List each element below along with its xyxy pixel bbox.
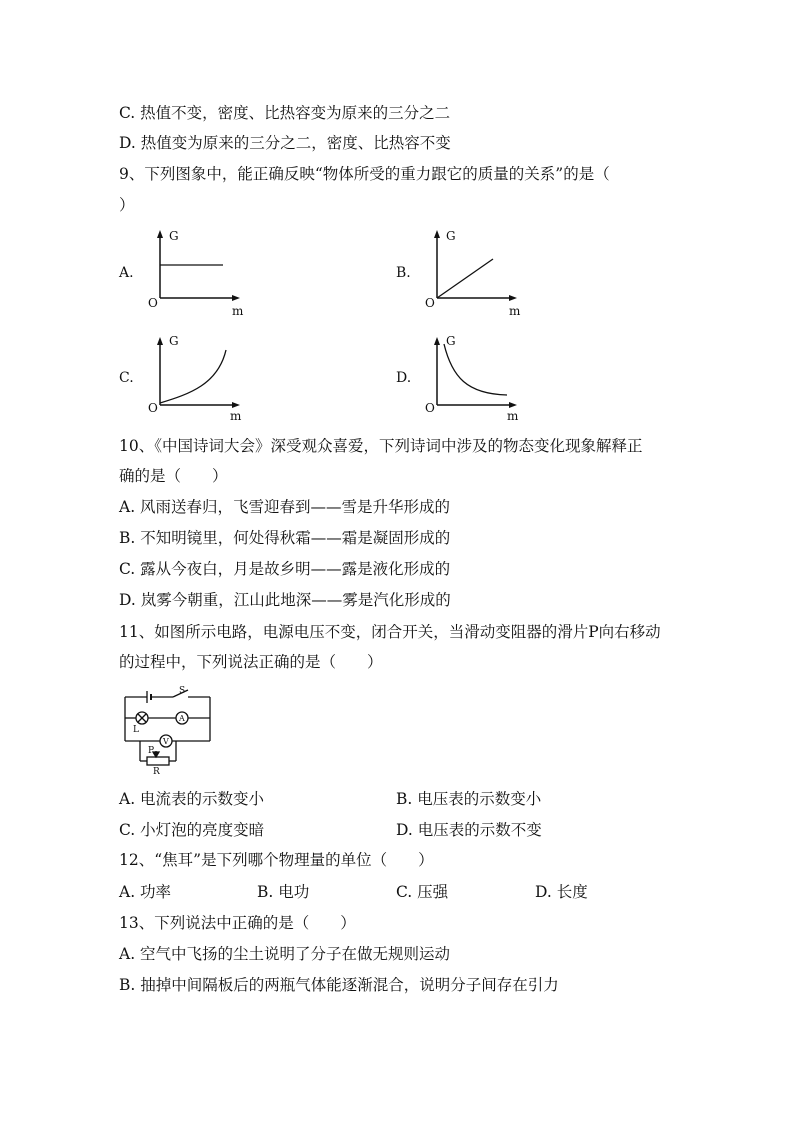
graph-b-origin: O (425, 296, 435, 310)
q10-option-c: C. 露从今夜白，月是故乡明——露是液化形成的 (119, 560, 451, 578)
q11-stem: 11、如图所示电路，电源电压不变，闭合开关，当滑动变阻器的滑片P向右移动 (119, 623, 661, 641)
graph-d (417, 332, 527, 427)
graph-a (140, 225, 250, 320)
switch-label: S (179, 686, 186, 696)
q9-stem-cont: ） (119, 196, 135, 214)
graph-d-y-label: G (446, 334, 456, 348)
q11-option-b: B. 电压表的示数变小 (396, 790, 542, 808)
graph-c-y-label: G (169, 334, 179, 348)
circuit-diagram (120, 685, 215, 775)
slider-label: P (148, 746, 155, 756)
graph-b-x-label: m (509, 304, 521, 318)
q10-option-d: D. 岚雾今朝重，江山此地深——雾是汽化形成的 (119, 591, 451, 609)
q10-option-a: A. 风雨送春归，飞雪迎春到——雪是升华形成的 (119, 498, 451, 516)
q13-stem: 13、下列说法中正确的是（ ） (119, 914, 356, 932)
graph-d-origin: O (425, 401, 435, 415)
q13-option-a: A. 空气中飞扬的尘土说明了分子在做无规则运动 (119, 945, 451, 963)
q9-stem: 9、下列图象中，能正确反映“物体所受的重力跟它的质量的关系”的是（ (119, 165, 610, 183)
q8-option-c: C. 热值不变，密度、比热容变为原来的三分之二 (119, 104, 451, 122)
graph-c-label: C. (119, 370, 134, 386)
graph-c (140, 332, 250, 427)
voltmeter-label: V (163, 737, 169, 746)
graph-a-x-label: m (232, 304, 244, 318)
graph-d-label: D. (396, 370, 412, 386)
q10-option-b: B. 不知明镜里，何处得秋霜——霜是凝固形成的 (119, 529, 451, 547)
graph-c-origin: O (148, 401, 158, 415)
graph-b-label: B. (396, 265, 411, 281)
lamp-label: L (133, 725, 139, 735)
graph-a-label: A. (119, 265, 134, 281)
q10-stem-cont: 确的是（ ） (119, 467, 228, 485)
q12-option-d: D. 长度 (535, 883, 588, 901)
graph-b-y-label: G (446, 229, 456, 243)
q11-stem-cont: 的过程中，下列说法正确的是（ ） (119, 653, 383, 671)
graph-b (417, 225, 527, 320)
graph-d-x-label: m (507, 409, 519, 423)
q13-option-b: B. 抽掉中间隔板后的两瓶气体能逐渐混合，说明分子间存在引力 (119, 976, 559, 994)
q12-stem: 12、“焦耳”是下列哪个物理量的单位（ ） (119, 851, 434, 869)
graph-c-x-label: m (230, 409, 242, 423)
q10-stem: 10、《中国诗词大会》深受观众喜爱，下列诗词中涉及的物态变化现象解释正 (119, 437, 643, 455)
graph-a-origin: O (148, 296, 158, 310)
q8-option-d: D. 热值变为原来的三分之二，密度、比热容不变 (119, 134, 451, 152)
graph-a-y-label: G (169, 229, 179, 243)
q11-option-a: A. 电流表的示数变小 (119, 790, 265, 808)
q12-option-b: B. 电功 (257, 883, 310, 901)
rheostat-label: R (153, 767, 160, 777)
q12-option-a: A. 功率 (119, 883, 172, 901)
q11-option-c: C. 小灯泡的亮度变暗 (119, 821, 265, 839)
q12-option-c: C. 压强 (396, 883, 449, 901)
ammeter-label: A (179, 714, 185, 723)
q11-option-d: D. 电压表的示数不变 (396, 821, 542, 839)
